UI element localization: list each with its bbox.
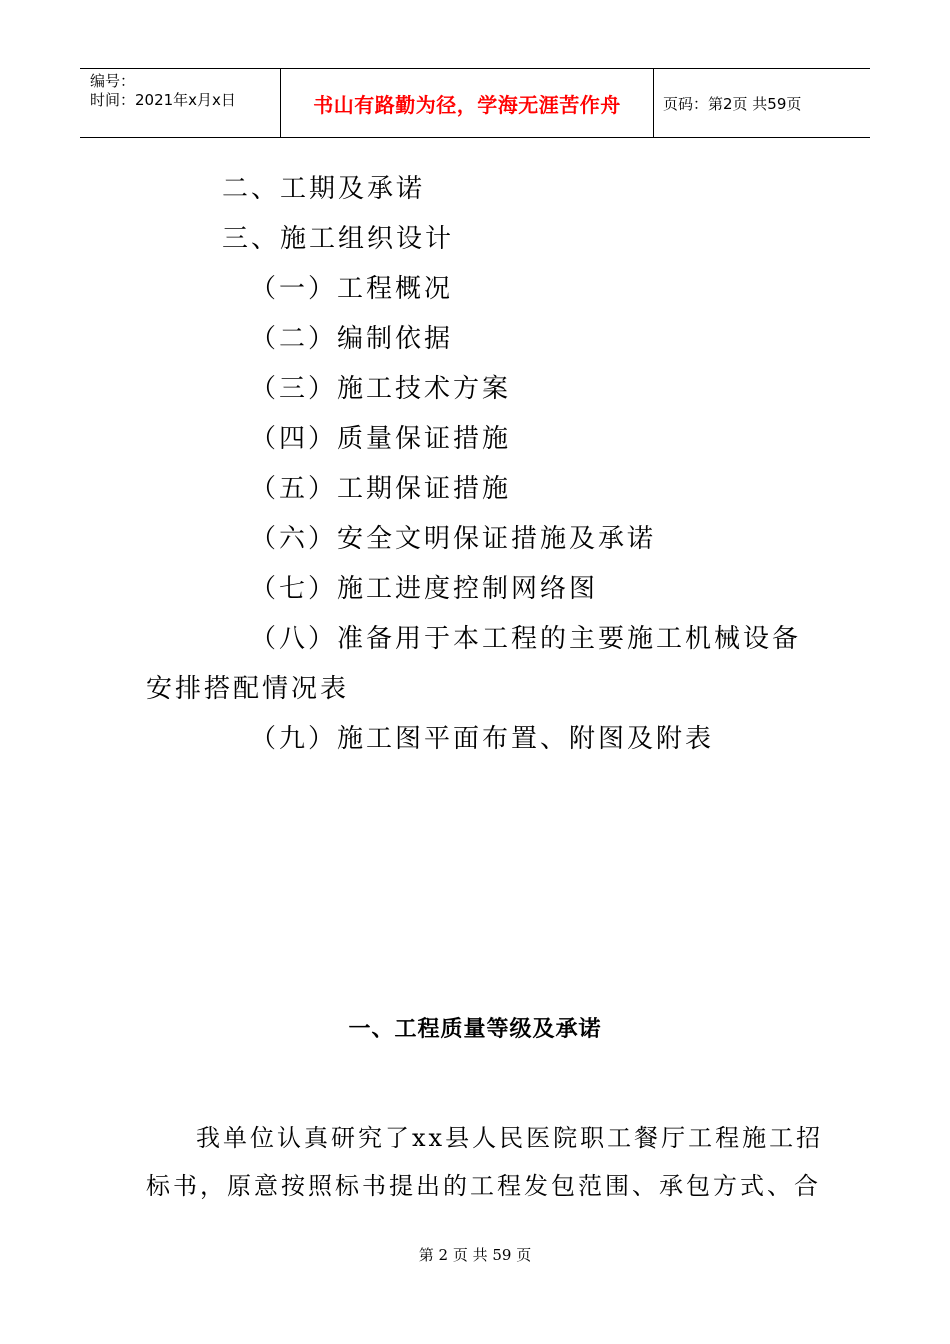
toc-item: （九）施工图平面布置、附图及附表 bbox=[250, 724, 715, 754]
header-meta bbox=[80, 69, 281, 137]
page-footer: 第 2 页 共 59 页 bbox=[418, 1246, 532, 1264]
toc-item: （五）工期保证措施 bbox=[250, 474, 512, 504]
document-date: 时间：2021年x月x日 bbox=[90, 91, 236, 109]
toc-item: （一）工程概况 bbox=[250, 274, 454, 304]
toc-item: （四）质量保证措施 bbox=[250, 424, 512, 454]
toc-item: （三）施工技术方案 bbox=[250, 374, 512, 404]
header-motto: 书山有路勤为径，学海无涯苦作舟 bbox=[281, 69, 654, 137]
header-page-info: 页码：第2页 共59页 bbox=[663, 94, 802, 113]
paragraph-line: 我单位认真研究了xx县人民医院职工餐厅工程施工招 bbox=[196, 1124, 824, 1152]
toc-item: （七）施工进度控制网络图 bbox=[250, 574, 599, 604]
page-header bbox=[80, 68, 870, 138]
toc-item: （六）安全文明保证措施及承诺 bbox=[250, 524, 657, 554]
toc-item-continuation: 安排搭配情况表 bbox=[146, 674, 350, 704]
toc-item: （八）准备用于本工程的主要施工机械设备 bbox=[250, 624, 802, 654]
section-heading: 一、工程质量等级及承诺 bbox=[348, 1017, 602, 1042]
document-number-label: 编号： bbox=[90, 72, 136, 90]
toc-item: 三、施工组织设计 bbox=[222, 224, 455, 254]
paragraph-line: 标书，原意按照标书提出的工程发包范围、承包方式、合 bbox=[146, 1172, 821, 1200]
toc-item: （二）编制依据 bbox=[250, 324, 454, 354]
toc-item: 二、工期及承诺 bbox=[222, 174, 426, 204]
